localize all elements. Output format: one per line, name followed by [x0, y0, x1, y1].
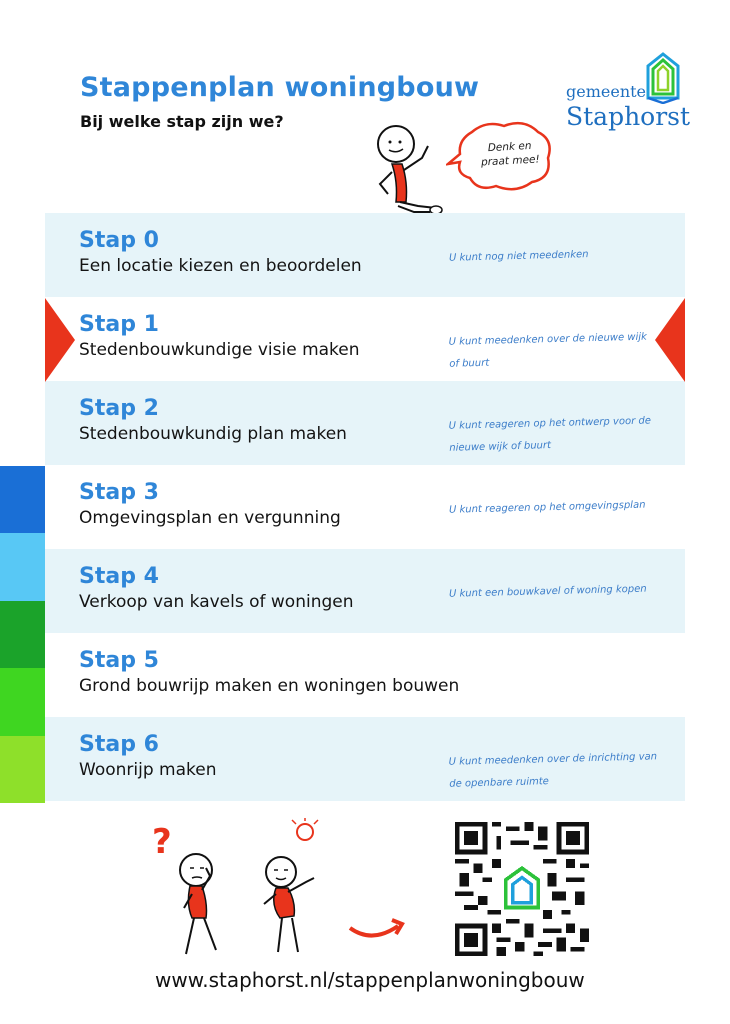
step-2 — [45, 381, 685, 465]
house-emblem-icon — [645, 52, 681, 104]
step-5 — [45, 633, 685, 717]
step-name: Stap 1 — [79, 312, 159, 337]
bubble-line-1: Denk en — [487, 139, 532, 155]
step-note: U kunt reageren op het omgevingsplan — [448, 499, 646, 516]
color-bar-5 — [0, 736, 45, 803]
step-description: Omgevingsplan en vergunning — [79, 508, 341, 528]
step-3 — [45, 465, 685, 549]
logo-line-1: gemeente — [566, 82, 647, 101]
step-note: U kunt nog niet meedenken — [448, 249, 589, 264]
page-subtitle: Bij welke stap zijn we? — [80, 112, 284, 131]
step-note: U kunt een bouwkavel of woning kopen — [448, 583, 647, 600]
step-6 — [45, 717, 685, 801]
confused-figure-icon — [152, 822, 216, 954]
step-description: Woonrijp maken — [79, 760, 217, 780]
color-bars — [0, 466, 45, 803]
idea-figure-icon — [264, 818, 318, 952]
sitting-figure-icon — [370, 122, 450, 217]
step-description: Verkoop van kavels of woningen — [79, 592, 354, 612]
page-title: Stappenplan woningbouw — [80, 72, 480, 103]
step-name: Stap 0 — [79, 228, 159, 253]
arrow-right-icon — [350, 920, 402, 936]
logo-line-2: Staphorst — [566, 102, 691, 131]
step-4 — [45, 549, 685, 633]
svg-text:?: ? — [152, 822, 172, 862]
step-description: Stedenbouwkundige visie maken — [79, 340, 360, 360]
steps-list — [45, 213, 685, 801]
current-step-marker-right-icon — [655, 298, 685, 382]
step-description: Een locatie kiezen en beoordelen — [79, 256, 362, 276]
bottom-illustration — [150, 818, 430, 963]
qr-code-icon — [455, 822, 589, 956]
step-name: Stap 2 — [79, 396, 159, 421]
color-bar-2 — [0, 533, 45, 600]
color-bar-4 — [0, 668, 45, 735]
current-step-marker-left-icon — [45, 298, 75, 382]
step-1 — [45, 297, 685, 381]
step-name: Stap 6 — [79, 732, 159, 757]
step-description: Grond bouwrijp maken en woningen bouwen — [79, 676, 460, 696]
step-name: Stap 3 — [79, 480, 159, 505]
step-note: U kunt meedenken over de inrichting van de openbare ruimte — [448, 751, 658, 790]
footer-url[interactable]: www.staphorst.nl/stappenplanwoningbouw — [155, 968, 585, 992]
step-name: Stap 5 — [79, 648, 159, 673]
color-bar-3 — [0, 601, 45, 668]
gemeente-logo — [563, 52, 693, 137]
step-note: U kunt reageren op het ontwerp voor de nieuwe wijk of buurt — [448, 415, 652, 454]
step-description: Stedenbouwkundig plan maken — [79, 424, 347, 444]
step-note: U kunt meedenken over de nieuwe wijk of buurt — [448, 331, 648, 370]
color-bar-1 — [0, 466, 45, 533]
step-0 — [45, 213, 685, 297]
bubble-text — [469, 138, 550, 170]
bubble-line-2: praat mee! — [480, 153, 540, 169]
step-name: Stap 4 — [79, 564, 159, 589]
